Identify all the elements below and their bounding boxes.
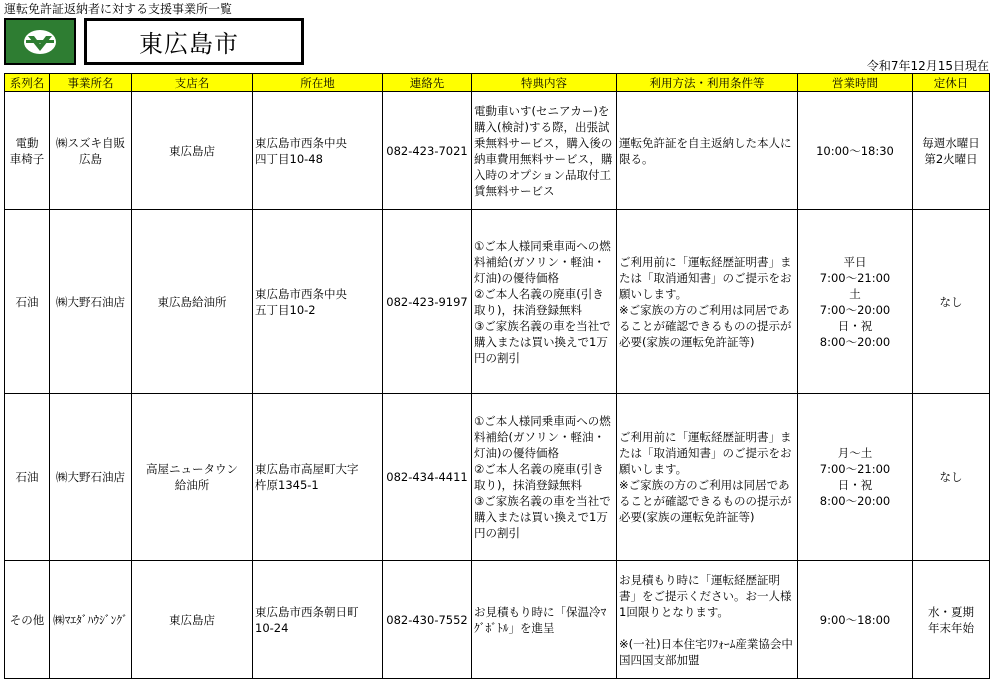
col-header-benefit: 特典内容 [472,74,617,92]
cell-company: ㈱大野石油店 [50,210,132,394]
cell-address: 東広島市高屋町大字 杵原1345-1 [253,394,383,561]
cell-branch: 高屋ニュータウン 給油所 [132,394,253,561]
city-name-box [84,18,304,65]
table-row [5,92,990,210]
cell-address: 東広島市西条朝日町 10-24 [253,561,383,679]
cell-category: その他 [5,561,50,679]
cell-benefit: ①ご本人様同乗車両への燃料補給(ガソリン・軽油・灯油)の優待価格 ②ご本人名義の廃車(引き取り)，抹消登録無料 ③ご家族名義の車を当社で購入または買い換えで1万円の割引 [472,210,617,394]
city-name: 東広島市 [139,30,239,58]
cell-conditions: お見積もり時に「運転経歴証明書」をご提示ください。お一人様1回限りとなります。 ※(一社)日本住宅ﾘﾌｫｰﾑ産業協会中国四国支部加盟 [617,561,798,679]
cell-benefit: お見積もり時に「保温冷ﾏｸﾞﾎﾞﾄﾙ」を進呈 [472,561,617,679]
cell-address: 東広島市西条中央 四丁目10-48 [253,92,383,210]
table-row [5,561,990,679]
cell-benefit: ①ご本人様同乗車両への燃料補給(ガソリン・軽油・灯油)の優待価格 ②ご本人名義の廃車(引き取り)，抹消登録無料 ③ご家族名義の車を当社で購入または買い換えで1万円の割引 [472,394,617,561]
table-row [5,394,990,561]
table-header-row [5,74,990,92]
cell-holiday: 水・夏期 年末年始 [913,561,990,679]
cell-hours: 10:00～18:30 [798,92,913,210]
col-header-conditions: 利用方法・利用条件等 [617,74,798,92]
cell-address: 東広島市西条中央 五丁目10-2 [253,210,383,394]
cell-holiday: なし [913,210,990,394]
cell-branch: 東広島店 [132,561,253,679]
cell-phone: 082-423-9197 [383,210,472,394]
col-header-hours: 営業時間 [798,74,913,92]
cell-hours: 平日 7:00～21:00 土 7:00～20:00 日・祝 8:00～20:00 [798,210,913,394]
cell-phone: 082-423-7021 [383,92,472,210]
table-row [5,210,990,394]
cell-phone: 082-430-7552 [383,561,472,679]
col-header-address: 所在地 [253,74,383,92]
col-header-company: 事業所名 [50,74,132,92]
cell-category: 石油 [5,394,50,561]
cell-hours: 9:00～18:00 [798,561,913,679]
col-header-phone: 連絡先 [383,74,472,92]
cell-phone: 082-434-4411 [383,394,472,561]
cell-holiday: なし [913,394,990,561]
cell-company: ㈱大野石油店 [50,394,132,561]
cell-conditions: 運転免許証を自主返納した本人に限る。 [617,92,798,210]
col-header-holiday: 定休日 [913,74,990,92]
city-emblem-icon [4,18,76,65]
col-header-branch: 支店名 [132,74,253,92]
cell-category: 石油 [5,210,50,394]
document-title: 運転免許証返納者に対する支援事業所一覧 [4,2,233,16]
support-business-table [4,73,990,679]
cell-conditions: ご利用前に「運転経歴証明書」または「取消通知書」のご提示をお願いします。 ※ご家族の方のご利用は同居であることが確認できるものの提示が必要(家族の運転免許証等) [617,210,798,394]
cell-category: 電動 車椅子 [5,92,50,210]
cell-company: ㈱スズキ自販 広島 [50,92,132,210]
cell-company: ㈱ﾏｴﾀﾞﾊｳｼﾞﾝｸﾞ [50,561,132,679]
cell-benefit: 電動車いす(セニアカー)を購入(検討)する際，出張試乗無料サービス，購入後の納車費用無料サービス，購入時のオプション品取付工賃無料サービス [472,92,617,210]
cell-conditions: ご利用前に「運転経歴証明書」または「取消通知書」のご提示をお願いします。 ※ご家族の方のご利用は同居であることが確認できるものの提示が必要(家族の運転免許証等) [617,394,798,561]
cell-branch: 東広島給油所 [132,210,253,394]
col-header-category: 系列名 [5,74,50,92]
cell-holiday: 毎週水曜日 第2火曜日 [913,92,990,210]
cell-branch: 東広島店 [132,92,253,210]
as-of-date: 令和7年12月15日現在 [866,59,989,73]
cell-hours: 月～土 7:00～21:00 日・祝 8:00～20:00 [798,394,913,561]
